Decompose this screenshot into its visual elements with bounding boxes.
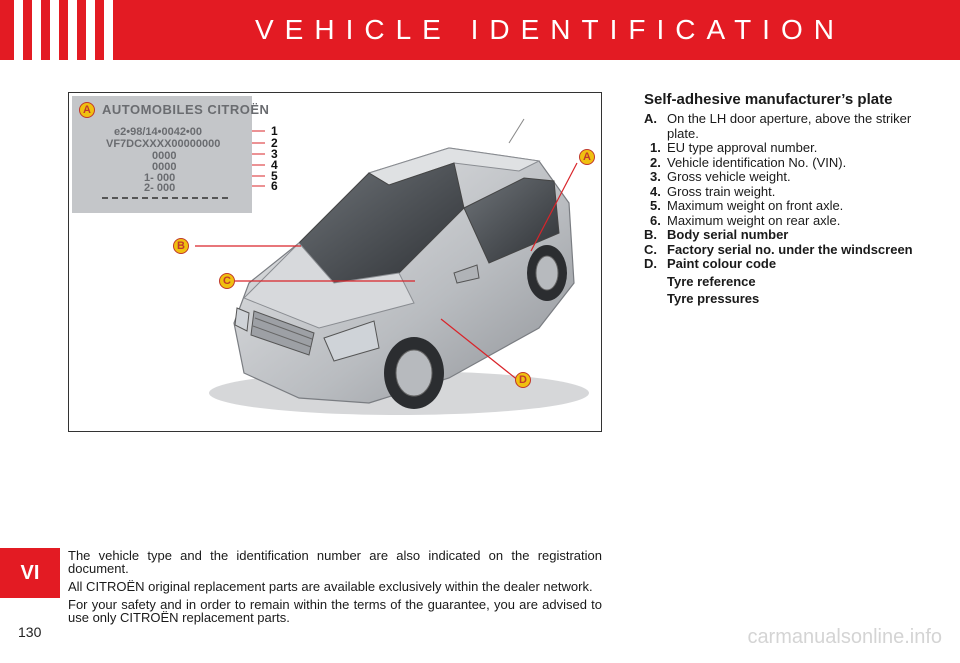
callout-1: 1 xyxy=(271,124,278,138)
legend-key: 2. xyxy=(650,154,661,170)
legend-key: C. xyxy=(644,241,657,257)
header-stripe xyxy=(50,0,59,60)
header-stripe xyxy=(104,0,113,60)
legend-key: D. xyxy=(644,256,657,271)
callout-4: 4 xyxy=(271,158,278,172)
page-number: 130 xyxy=(18,624,42,640)
legend-item-6 xyxy=(644,214,944,229)
legend-key: 5. xyxy=(650,198,661,213)
legend-item-c xyxy=(644,243,944,258)
legend-title: Self-adhesive manufacturer’s plate xyxy=(644,91,893,108)
callout-3: 3 xyxy=(271,147,278,161)
legend-item-5 xyxy=(644,199,944,214)
callout-6: 6 xyxy=(271,179,278,193)
legend-item-a xyxy=(644,112,944,141)
legend-panel xyxy=(644,92,944,307)
legend-key: 3. xyxy=(650,169,661,184)
legend-text: Gross train weight. xyxy=(667,183,776,199)
marker-a-plate: A xyxy=(79,102,95,118)
legend-key: 6. xyxy=(650,212,661,228)
marker-a-car: A xyxy=(579,149,595,165)
body-text xyxy=(68,549,602,629)
vehicle-figure xyxy=(68,92,602,432)
plate-dashes xyxy=(102,197,228,199)
legend-text: EU type approval number. xyxy=(667,140,818,155)
legend-key: 1. xyxy=(650,140,661,155)
legend-item-b xyxy=(644,228,944,243)
legend-tyre-reference: Tyre reference xyxy=(667,273,756,289)
legend-item-d xyxy=(644,257,944,272)
legend-text: Body serial number xyxy=(667,227,789,242)
header-stripe xyxy=(86,0,95,60)
watermark: carmanualsonline.info xyxy=(747,626,942,648)
legend-text: Factory serial no. under the windscreen xyxy=(667,241,913,257)
paragraph: All CITROËN original replacement parts are available exclusively within the dealer network. xyxy=(68,579,593,594)
plate-vin: VF7DCXXXX00000000 xyxy=(106,138,221,150)
legend-key: B. xyxy=(644,227,657,242)
plate-gross-weight: 0000 xyxy=(152,150,177,162)
section-tab: VI xyxy=(0,548,60,598)
marker-b: B xyxy=(173,238,189,254)
plate-rear-axle: 2- 000 xyxy=(144,182,176,194)
marker-c: C xyxy=(219,273,235,289)
legend-text: Maximum weight on rear axle. xyxy=(667,212,841,228)
page-title: VEHICLE IDENTIFICATION xyxy=(255,14,845,45)
plate-train-weight: 0000 xyxy=(152,161,177,173)
callout-5: 5 xyxy=(271,169,278,183)
paragraph: The vehicle type and the identification number are also indicated on the registration document. xyxy=(68,548,602,576)
legend-item-2 xyxy=(644,156,944,171)
manufacturer-plate xyxy=(72,96,270,213)
legend-text: Gross vehicle weight. xyxy=(667,169,791,184)
legend-text: Maximum weight on front axle. xyxy=(667,198,844,213)
legend-tyre-pressures: Tyre pressures xyxy=(667,291,760,306)
legend-item-3 xyxy=(644,170,944,185)
header-stripe xyxy=(68,0,77,60)
legend-text: On the LH door aperture, above the striker plate. xyxy=(667,111,912,141)
callout-2: 2 xyxy=(271,136,278,150)
legend-text: Paint colour code xyxy=(667,256,777,271)
header-stripe xyxy=(14,0,23,60)
header-bar xyxy=(0,0,960,60)
legend-item-1 xyxy=(644,141,944,156)
plate-approval: e2•98/14•0042•00 xyxy=(114,126,203,138)
legend-item-4 xyxy=(644,185,944,200)
legend-key: A. xyxy=(644,111,657,126)
marker-d: D xyxy=(515,372,531,388)
legend-key: 4. xyxy=(650,183,661,199)
header-stripe xyxy=(32,0,41,60)
legend-text: Vehicle identification No. (VIN). xyxy=(667,154,847,170)
plate-brand: AUTOMOBILES CITROËN xyxy=(102,102,270,117)
plate-front-axle: 1- 000 xyxy=(144,172,176,184)
paragraph: For your safety and in order to remain within the terms of the guarantee, you are advised to use only CITROËN replacement parts. xyxy=(68,597,602,625)
